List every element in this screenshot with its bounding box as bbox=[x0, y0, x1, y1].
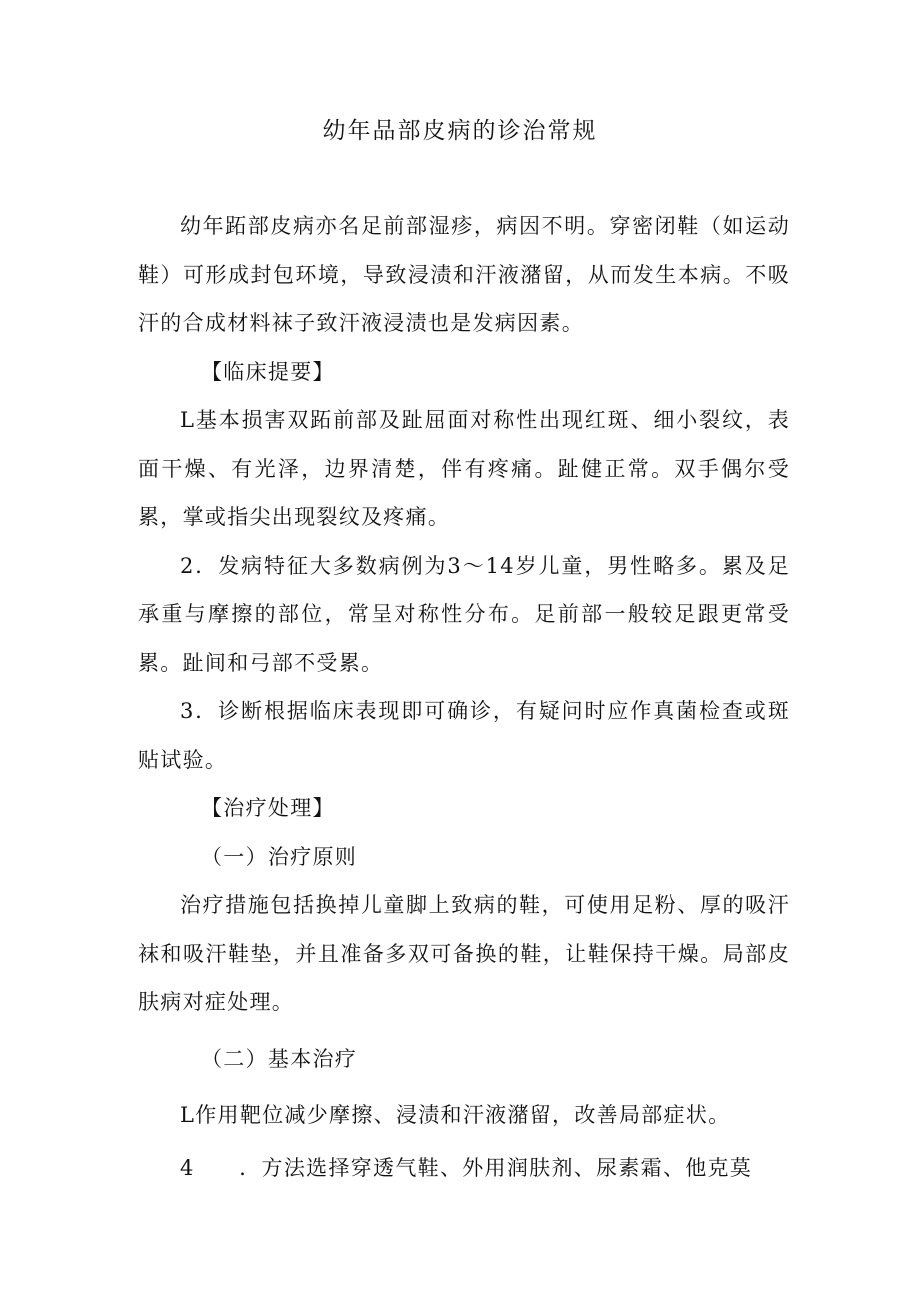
document-body bbox=[138, 202, 790, 1192]
document-title: 幼年品部皮病的诊治常规 bbox=[322, 118, 598, 144]
section-heading-treatment: 【治疗处理】 bbox=[201, 796, 335, 820]
basic-treatment-point-2: 4 ．方法选择穿透气鞋、外用润肤剂、尿素霜、他克莫 bbox=[180, 1155, 753, 1180]
basic-treatment-point-1: L作用靶位减少摩擦、浸渍和汗液潴留，改善局部症状。 bbox=[180, 1103, 731, 1127]
clinical-point-3: 3．诊断根据临床表现即可确诊，有疑问时应作真菌检查或斑贴试验。 bbox=[138, 699, 790, 772]
intro-paragraph: 幼年跖部皮病亦名足前部湿疹，病因不明。穿密闭鞋（如运动鞋）可形成封包环境，导致浸渍和汗液潴留，从而发生本病。不吸汗的合成材料袜子致汗液浸渍也是发病因素。 bbox=[138, 214, 790, 335]
subheading-basic-treatment: （二）基本治疗 bbox=[201, 1046, 358, 1071]
clinical-point-1: L基本损害双跖前部及趾屈面对称性出现红斑、细小裂纹，表面干燥、有光泽，边界清楚，伴有疼痛。趾健正常。双手偶尔受累，掌或指尖出现裂纹及疼痛。 bbox=[138, 408, 790, 529]
clinical-point-2: 2．发病特征大多数病例为3～14岁儿童，男性略多。累及足承重与摩擦的部位，常呈对称性分布。足前部一般较足跟更常受累。趾间和弓部不受累。 bbox=[138, 553, 790, 675]
subheading-treatment-principle: （一）治疗原则 bbox=[201, 844, 358, 869]
treatment-principle-paragraph: 治疗措施包括换掉儿童脚上致病的鞋，可使用足粉、厚的吸汗袜和吸汗鞋垫，并且准备多双可备换的鞋，让鞋保持干燥。局部皮肤病对症处理。 bbox=[138, 893, 790, 1014]
section-heading-clinical: 【临床提要】 bbox=[201, 359, 335, 384]
